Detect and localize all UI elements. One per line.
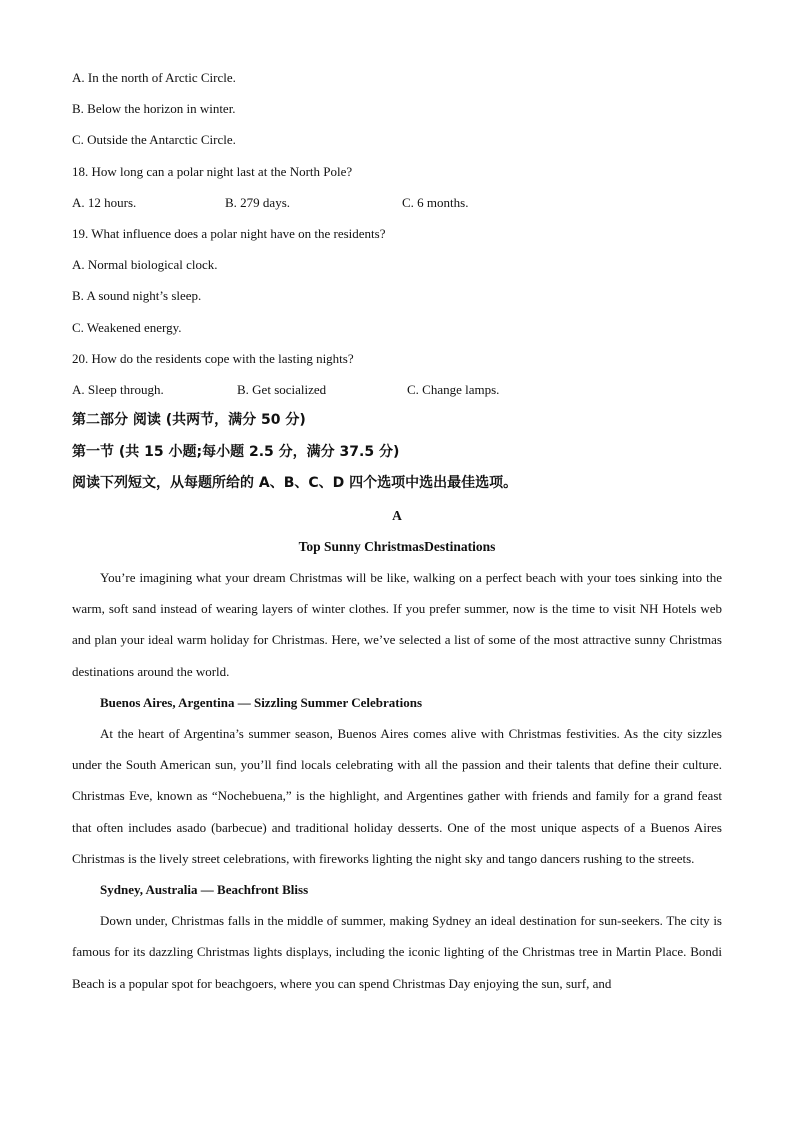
buenos-aires-paragraph: At the heart of Argentina’s summer season, Buenos Aires comes alive with Christmas festivities. As the city sizzles under the South American sun, you’ll find locals celebrating with all the passion and their talents that define their culture. Christmas Eve, known as “Nochebuena,” is the highlight, and Argentines gather with friends and family for a grand feast that often includes asado (barbecue) and traditional holiday desserts. One of the most unique aspects of a Buenos Aires Christmas is the lively street celebrations, with fireworks lighting the night sky and tango dancers rushing to the streets. xyxy=(72,725,722,866)
q20-options xyxy=(72,374,722,405)
q19-question: 19. What influence does a polar night have on the residents? xyxy=(72,225,386,241)
intro-paragraph: You’re imagining what your dream Christmas will be like, walking on a perfect beach with your toes sinking into the warm, soft sand instead of wearing layers of winter clothes. If you prefer summer, now is the time to visit NH Hotels web and plan your ideal warm holiday for Christmas. Here, we’ve selected a list of some of the most attractive sunny Christmas destinations around the world. xyxy=(72,569,722,679)
q20-option-b: B. Get socialized xyxy=(237,381,327,397)
subsection-title: 第一节 (共 15 小题;每小题 2.5 分，满分 37.5 分) xyxy=(72,443,400,460)
q18-question: 18. How long can a polar night last at the North Pole? xyxy=(72,163,353,179)
q20-option-c: C. Change lamps. xyxy=(407,381,500,397)
q17-option-a: A. In the north of Arctic Circle. xyxy=(72,70,236,85)
q19-option-c: C. Weakened energy. xyxy=(72,319,182,335)
q18-options xyxy=(72,187,722,218)
q19-option-a: A. Normal biological clock. xyxy=(72,257,218,273)
q17-option-b: B. Below the horizon in winter. xyxy=(72,101,236,117)
q17-option-c: C. Outside the Antarctic Circle. xyxy=(72,132,236,148)
q18-option-a: A. 12 hours. xyxy=(72,194,137,210)
passage-label: A xyxy=(392,507,402,523)
heading-sydney: Sydney, Australia — Beachfront Bliss xyxy=(100,881,309,897)
q19-option-b: B. A sound night’s sleep. xyxy=(72,288,202,304)
q20-question: 20. How do the residents cope with the lasting nights? xyxy=(72,350,354,366)
q20-option-a: A. Sleep through. xyxy=(72,381,164,397)
instruction: 阅读下列短文，从每题所给的 A、B、C、D 四个选项中选出最佳选项。 xyxy=(72,475,518,492)
heading-buenos-aires: Buenos Aires, Argentina — Sizzling Summer Celebrations xyxy=(100,694,422,710)
passage-title: Top Sunny ChristmasDestinations xyxy=(298,538,496,554)
part-title: 第二部分 阅读 (共两节，满分 50 分) xyxy=(72,412,306,429)
q18-option-c: C. 6 months. xyxy=(402,194,469,210)
document-page xyxy=(72,62,722,999)
sydney-paragraph: Down under, Christmas falls in the middle of summer, making Sydney an ideal destination for sun-seekers. The city is famous for its dazzling Christmas lights displays, including the iconic lighting of the Christmas tree in Martin Place. Bondi Beach is a popular spot for beachgoers, where you can spend Christmas Day enjoying the sun, surf, and xyxy=(72,913,722,991)
q18-option-b: B. 279 days. xyxy=(225,194,290,210)
